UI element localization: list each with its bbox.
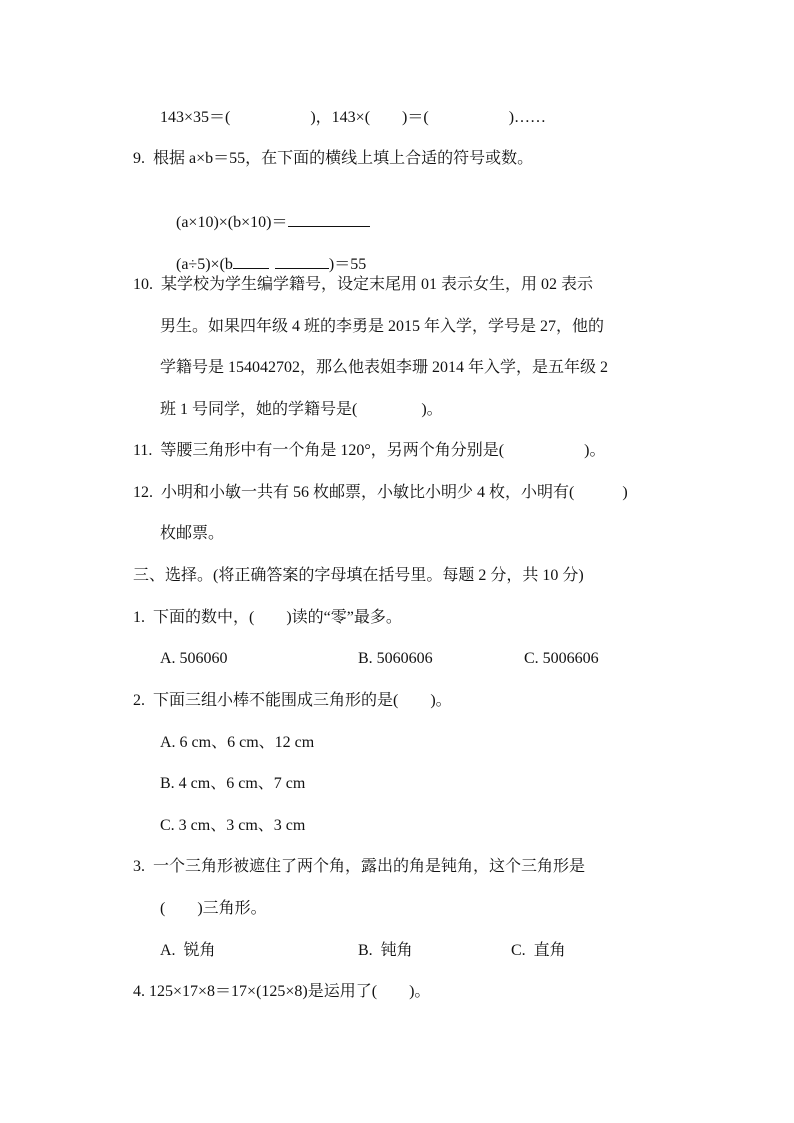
choice-2-option-b: B. 4 cm、6 cm、7 cm [160,775,306,792]
choice-1-option-c: C. 5006606 [524,650,599,667]
question-9-part-a-expression: (a×10)×(b×10)＝ [176,214,288,231]
question-9-part-b-expression: (a÷5)×(b [176,256,233,273]
choice-question-1: 1. 下面的数中，( )读的“零”最多。 [133,609,402,626]
section-3-heading: 三、选择。(将正确答案的字母填在括号里。每题 2 分，共 10 分) [133,567,584,584]
question-9-part-a-blank[interactable] [288,211,370,227]
question-9-part-b-blank-1[interactable] [233,253,269,269]
question-10-line-3: 学籍号是 154042702，那么他表姐李珊 2014 年入学，是五年级 2 [160,359,609,376]
multiplication-pattern-line: 143×35＝( )，143×( )＝( )…… [160,109,547,126]
question-9-part-b-result: )＝55 [328,256,367,273]
choice-3-option-b: B. 钝角 [358,942,413,959]
question-12-line-2: 枚邮票。 [160,525,225,542]
question-10-line-4: 班 1 号同学，她的学籍号是( )。 [160,401,443,418]
question-12-line-1: 12. 小明和小敏一共有 56 枚邮票，小敏比小明少 4 枚，小明有( ) [133,484,628,501]
question-10-line-1: 10. 某学校为学生编学籍号，设定末尾用 01 表示女生，用 02 表示 [133,276,594,293]
choice-1-option-b: B. 5060606 [358,650,433,667]
choice-3-option-a: A. 锐角 [160,942,216,959]
question-11: 11. 等腰三角形中有一个角是 120°，另两个角分别是( )。 [133,442,606,459]
choice-question-4: 4. 125×17×8＝17×(125×8)是运用了( )。 [133,983,431,1000]
question-10-line-2: 男生。如果四年级 4 班的李勇是 2015 年入学，学号是 27，他的 [160,318,605,335]
choice-question-3-line-2: ( )三角形。 [160,900,267,917]
question-9-prompt: 9. 根据 a×b＝55，在下面的横线上填上合适的符号或数。 [133,150,534,167]
choice-1-option-a: A. 506060 [160,650,228,667]
choice-2-option-a: A. 6 cm、6 cm、12 cm [160,734,315,751]
choice-3-option-c: C. 直角 [511,942,566,959]
choice-2-option-c: C. 3 cm、3 cm、3 cm [160,817,306,834]
question-9-part-b-blank-2[interactable] [275,253,329,269]
choice-question-3-line-1: 3. 一个三角形被遮住了两个角，露出的角是钝角，这个三角形是 [133,858,586,875]
choice-question-2: 2. 下面三组小棒不能围成三角形的是( )。 [133,692,452,709]
